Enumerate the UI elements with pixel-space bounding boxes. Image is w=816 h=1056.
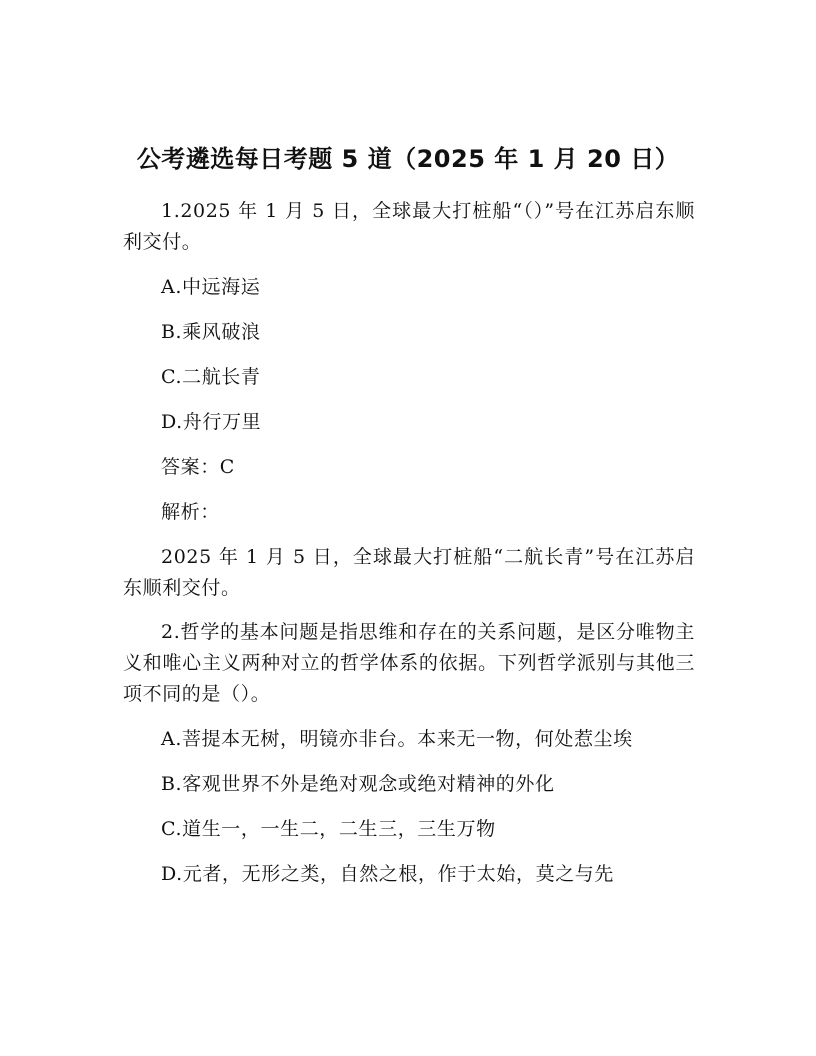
question-2-option-b: B.客观世界不外是绝对观念或绝对精神的外化 — [161, 772, 555, 795]
document-title: 公考遴选每日考题 5 道（2025 年 1 月 20 日） — [136, 145, 680, 173]
question-2-option-a: A.菩提本无树，明镜亦非台。本来无一物，何处惹尘埃 — [161, 727, 633, 750]
question-1-option-a: A.中远海运 — [161, 275, 261, 298]
question-1-analysis-text: 2025 年 1 月 5 日，全球最大打桩船“二航长青”号在江苏启东顺利交付。 — [123, 545, 695, 599]
document-body — [123, 196, 695, 904]
question-2-option-c: C.道生一，一生二，二生三，三生万物 — [161, 817, 496, 840]
question-2-option-d: D.元者，无形之类，自然之根，作于太始，莫之与先 — [161, 862, 614, 885]
question-2-stem: 2.哲学的基本问题是指思维和存在的关系问题，是区分唯物主义和唯心主义两种对立的哲学体系的依据。下列哲学派别与其他三项不同的是（）。 — [123, 621, 695, 705]
question-1-analysis-label: 解析： — [161, 500, 220, 523]
question-1-option-c: C.二航长青 — [161, 365, 261, 388]
question-1-option-d: D.舟行万里 — [161, 410, 262, 433]
question-1-option-b: B.乘风破浪 — [161, 320, 261, 343]
question-1-stem: 1.2025 年 1 月 5 日，全球最大打桩船“（）”号在江苏启东顺利交付。 — [123, 200, 695, 253]
question-1-answer: 答案：C — [161, 455, 235, 478]
